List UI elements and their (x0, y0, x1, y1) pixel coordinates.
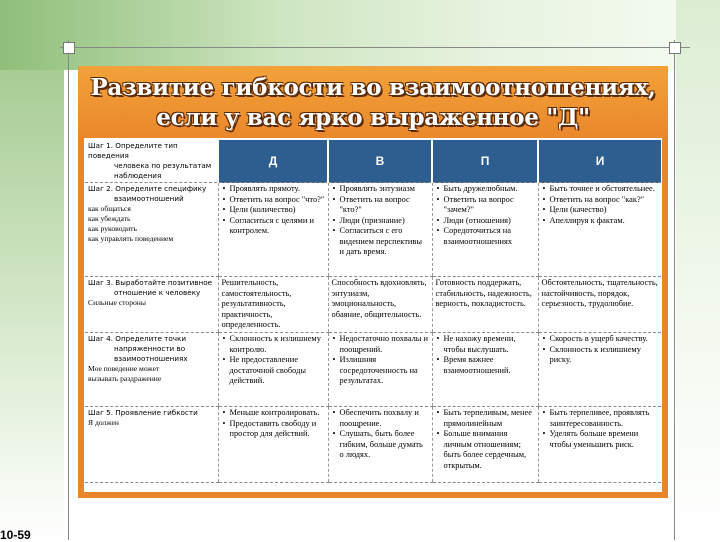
cell-d (218, 333, 328, 407)
bullet-item: • Ответить на вопрос "кто?" (340, 195, 429, 216)
frame-line-top (60, 47, 690, 48)
bullet-item: • Обеспечить похвалу и поощрение. (340, 408, 429, 429)
bullet-list (222, 334, 325, 387)
table-row (85, 407, 661, 483)
bullet-item: • Не предоставление достаточной свободы действий. (230, 355, 325, 387)
bullet-list (542, 408, 659, 450)
step-cell (85, 333, 218, 407)
bullet-item: • Склонность к излишнему риску. (550, 345, 659, 366)
bullet-list (436, 408, 535, 471)
step-cell (85, 407, 218, 483)
frame-line-right (674, 40, 675, 540)
column-header-i: И (538, 140, 661, 183)
title-panel (78, 66, 668, 142)
bullet-item: • Ответить на вопрос "что?" (230, 195, 325, 206)
cell-v (328, 333, 432, 407)
table-inner (84, 138, 662, 492)
cell-p (432, 277, 538, 333)
step-text: Шаг 5. Проявление гибкости (88, 408, 198, 417)
bullet-item: • Скорость в ущерб качеству. (550, 334, 659, 345)
bullet-item: • Недостаточно похвалы и поощрений. (340, 334, 429, 355)
bullet-item: • Меньше контролировать. (230, 408, 325, 419)
step-text: Шаг 2. Определите специфику (88, 184, 207, 193)
step-text: как руководить (88, 224, 137, 233)
cell-d (218, 183, 328, 277)
bullet-item: • Время важнее взаимоотношений. (444, 355, 535, 376)
step-text: вызывать раздражение (88, 374, 162, 383)
cell-text: Способность вдохновлять, энтузиазм, эмоциональность, обаяние, общительность. (331, 278, 427, 319)
bullet-list (436, 334, 535, 376)
bullet-list (542, 184, 659, 226)
step-text: как общаться (88, 204, 131, 213)
bullet-item: • Апеллируя к фактам. (550, 216, 659, 227)
column-header-d: Д (218, 140, 328, 183)
step-text: Мое поведение может (88, 364, 160, 373)
bullet-item: • Не нахожу времени, чтобы выслушать. (444, 334, 535, 355)
step-text: Шаг 4. Определите точки (88, 334, 187, 343)
bullet-list (436, 184, 535, 247)
step-text: Я должен (88, 418, 119, 427)
bullet-item: • Уделять больше времени чтобы уменьшить риск. (550, 429, 659, 450)
bullet-item: • Быть точнее и обстоятельнее. (550, 184, 659, 195)
cell-i (538, 407, 661, 483)
bullet-list (222, 408, 325, 440)
cell-i (538, 277, 661, 333)
bullet-item: • Склонность к излишнему контролю. (230, 334, 325, 355)
step-text: Шаг 3. Выработайте позитивное (88, 278, 213, 287)
bullet-list (332, 184, 429, 258)
cell-p (432, 183, 538, 277)
cell-v (328, 277, 432, 333)
bullet-item: • Цели (количество) (230, 205, 325, 216)
cell-v (328, 407, 432, 483)
bullet-item: • Ответить на вопрос "зачем?" (444, 195, 535, 216)
background-band (0, 0, 720, 70)
step-text: отношение к человеку (114, 288, 201, 297)
cell-text: Обстоятельность, тщательность, настойчивость, порядок, серьезность, трудолюбие. (541, 278, 658, 308)
background-left (0, 70, 64, 540)
slide-title-line-1: Развитие гибкости во взаимоотношениях, (90, 74, 656, 101)
step-text: как управлять поведением (88, 234, 174, 243)
bullet-item: • Быть дружелюбным. (444, 184, 535, 195)
column-header-v: В (328, 140, 432, 183)
bullet-item: • Соредоточиться на взаимоотношениях (444, 226, 535, 247)
bullet-list (542, 334, 659, 366)
step-1-text: наблюдения (114, 171, 162, 180)
bullet-item: • Согласиться с его видением перспективы и дать время. (340, 226, 429, 258)
bullet-item: • Люди (отношения) (444, 216, 535, 227)
bullet-item: • Цели (качество) (550, 205, 659, 216)
frame-corner-left (63, 42, 75, 54)
bullet-item: • Излишняя сосредоточенность на результатах. (340, 355, 429, 387)
bullet-item: • Ответить на вопрос "как?" (550, 195, 659, 206)
bullet-item: • Люди (признание) (340, 216, 429, 227)
header-row (85, 140, 661, 183)
table-row (85, 183, 661, 277)
bullet-item: • Проявлять прямоту. (230, 184, 325, 195)
bullet-item: • Слушать, быть более гибким, больше думать о людях. (340, 429, 429, 461)
step-1-text: Шаг 1. Определите тип поведения (88, 141, 178, 160)
step-text: взаимоотношениях (114, 354, 188, 363)
flexibility-table (85, 140, 661, 483)
step-text: напряженности во (114, 344, 186, 353)
frame-corner-right (669, 42, 681, 54)
table-row (85, 277, 661, 333)
step-cell (85, 277, 218, 333)
step-text: Сильные стороны (88, 298, 146, 307)
cell-d (218, 407, 328, 483)
step-1-cell (85, 140, 218, 183)
bullet-item: • Проявлять энтузиазм (340, 184, 429, 195)
bullet-item: • Быть терпеливым, менее прямолинейным (444, 408, 535, 429)
cell-p (432, 333, 538, 407)
cell-v (328, 183, 432, 277)
step-cell (85, 183, 218, 277)
bullet-item: • Предоставить свободу и простор для действий. (230, 419, 325, 440)
table-row (85, 333, 661, 407)
background-right (676, 0, 720, 540)
frame-line-left (68, 40, 69, 540)
cell-p (432, 407, 538, 483)
slide-title-line-2: если у вас ярко выраженное "Д" (156, 104, 590, 131)
bullet-list (222, 184, 325, 237)
bullet-list (332, 334, 429, 387)
step-text: взаимоотношений (114, 194, 184, 203)
step-text: как убеждать (88, 214, 131, 223)
bullet-item: • Быть терпеливее, проявлять заинтересованность. (550, 408, 659, 429)
step-1-text: человека по результатам (114, 161, 212, 170)
cell-i (538, 183, 661, 277)
cell-text: Решительность, самостоятельность, результативность, практичность, определенность. (221, 278, 292, 329)
cell-d (218, 277, 328, 333)
column-header-p: П (432, 140, 538, 183)
bullet-item: • Согласиться с целями и контролем. (230, 216, 325, 237)
page-number: 10-59 (0, 528, 31, 542)
table-panel (78, 138, 668, 498)
bullet-list (332, 408, 429, 461)
cell-text: Готовность поддержать, стабильность, надежность, верность, покладистость. (435, 278, 532, 308)
cell-i (538, 333, 661, 407)
bullet-item: • Больше внимания личным отношениям; быть более сердечным, открытым. (444, 429, 535, 471)
